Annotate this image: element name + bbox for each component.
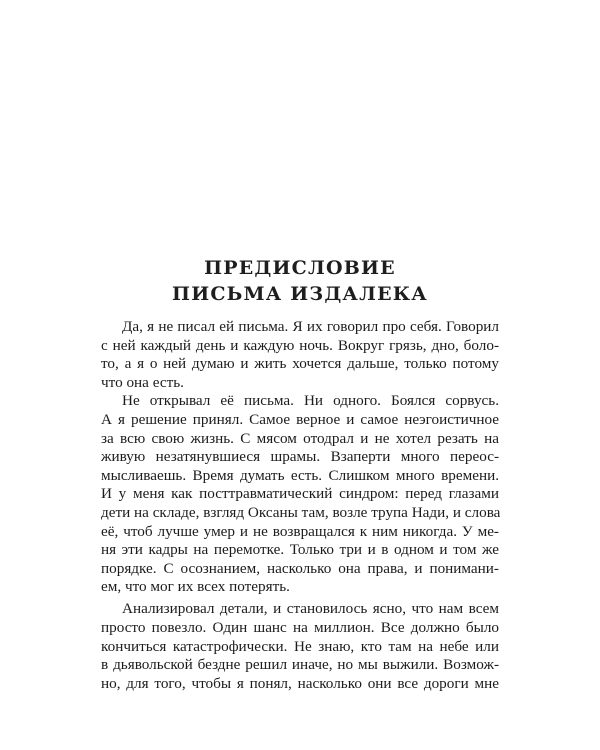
- text-line: но, для того, чтобы я понял, насколько они все дороги мне: [101, 674, 499, 692]
- text-line: И у меня как посттравматический синдром: перед глазами: [101, 485, 499, 503]
- text-line: Не открывал её письма. Ни одного. Боялся сорвусь.: [122, 392, 499, 410]
- text-line: с ней каждый день и каждую ночь. Вокруг грязь, дно, боло-: [101, 336, 499, 354]
- text-line: то, а я о ней думаю и жить хочется дальше, только потому: [101, 355, 499, 373]
- paragraph: [101, 600, 499, 693]
- text-line: А я решение принял. Самое верное и самое неэгоистичное: [101, 410, 499, 428]
- chapter-subtitle: ПИСЬМА ИЗДАЛЕКА: [172, 283, 428, 305]
- chapter-title: ПРЕДИСЛОВИЕ: [204, 257, 396, 279]
- text-line: просто повезло. Один шанс на миллион. Все должно было: [101, 619, 499, 636]
- text-line: в дьявольской бездне решил иначе, но мы выжили. Возмож-: [101, 656, 499, 674]
- text-line: что она есть.: [101, 373, 184, 391]
- text-line: Да, я не писал ей письма. Я их говорил про себя. Говорил: [122, 318, 499, 335]
- paragraph: [101, 392, 499, 597]
- text-line: порядке. С осознанием, насколько она права, и понимани-: [101, 559, 499, 577]
- chapter-heading: [0, 255, 600, 307]
- text-line: за всю свою жизнь. С мясом отодрал и не хотел резать на: [101, 429, 499, 447]
- body-text: [101, 318, 499, 693]
- text-line: ня эти кадры на перемотке. Только три и в одном и том же: [101, 541, 499, 559]
- text-line: ем, что мог их всех потерять.: [101, 578, 290, 596]
- text-line: дети на складе, взгляд Оксаны там, возле трупа Нади, и слова: [101, 503, 501, 521]
- text-line: мысливаешь. Время думать есть. Слишком много времени.: [101, 466, 499, 484]
- text-line: живую незатянувшиеся шрамы. Взаперти много переос-: [101, 448, 499, 466]
- text-line: Анализировал детали, и становилось ясно, что нам всем: [122, 600, 499, 618]
- text-line: кончиться катастрофически. Не знаю, кто там на небе или: [101, 637, 499, 655]
- paragraph: [101, 318, 499, 392]
- text-line: её, чтоб лучше умер и не возвращался к ним никогда. У ме-: [101, 522, 499, 540]
